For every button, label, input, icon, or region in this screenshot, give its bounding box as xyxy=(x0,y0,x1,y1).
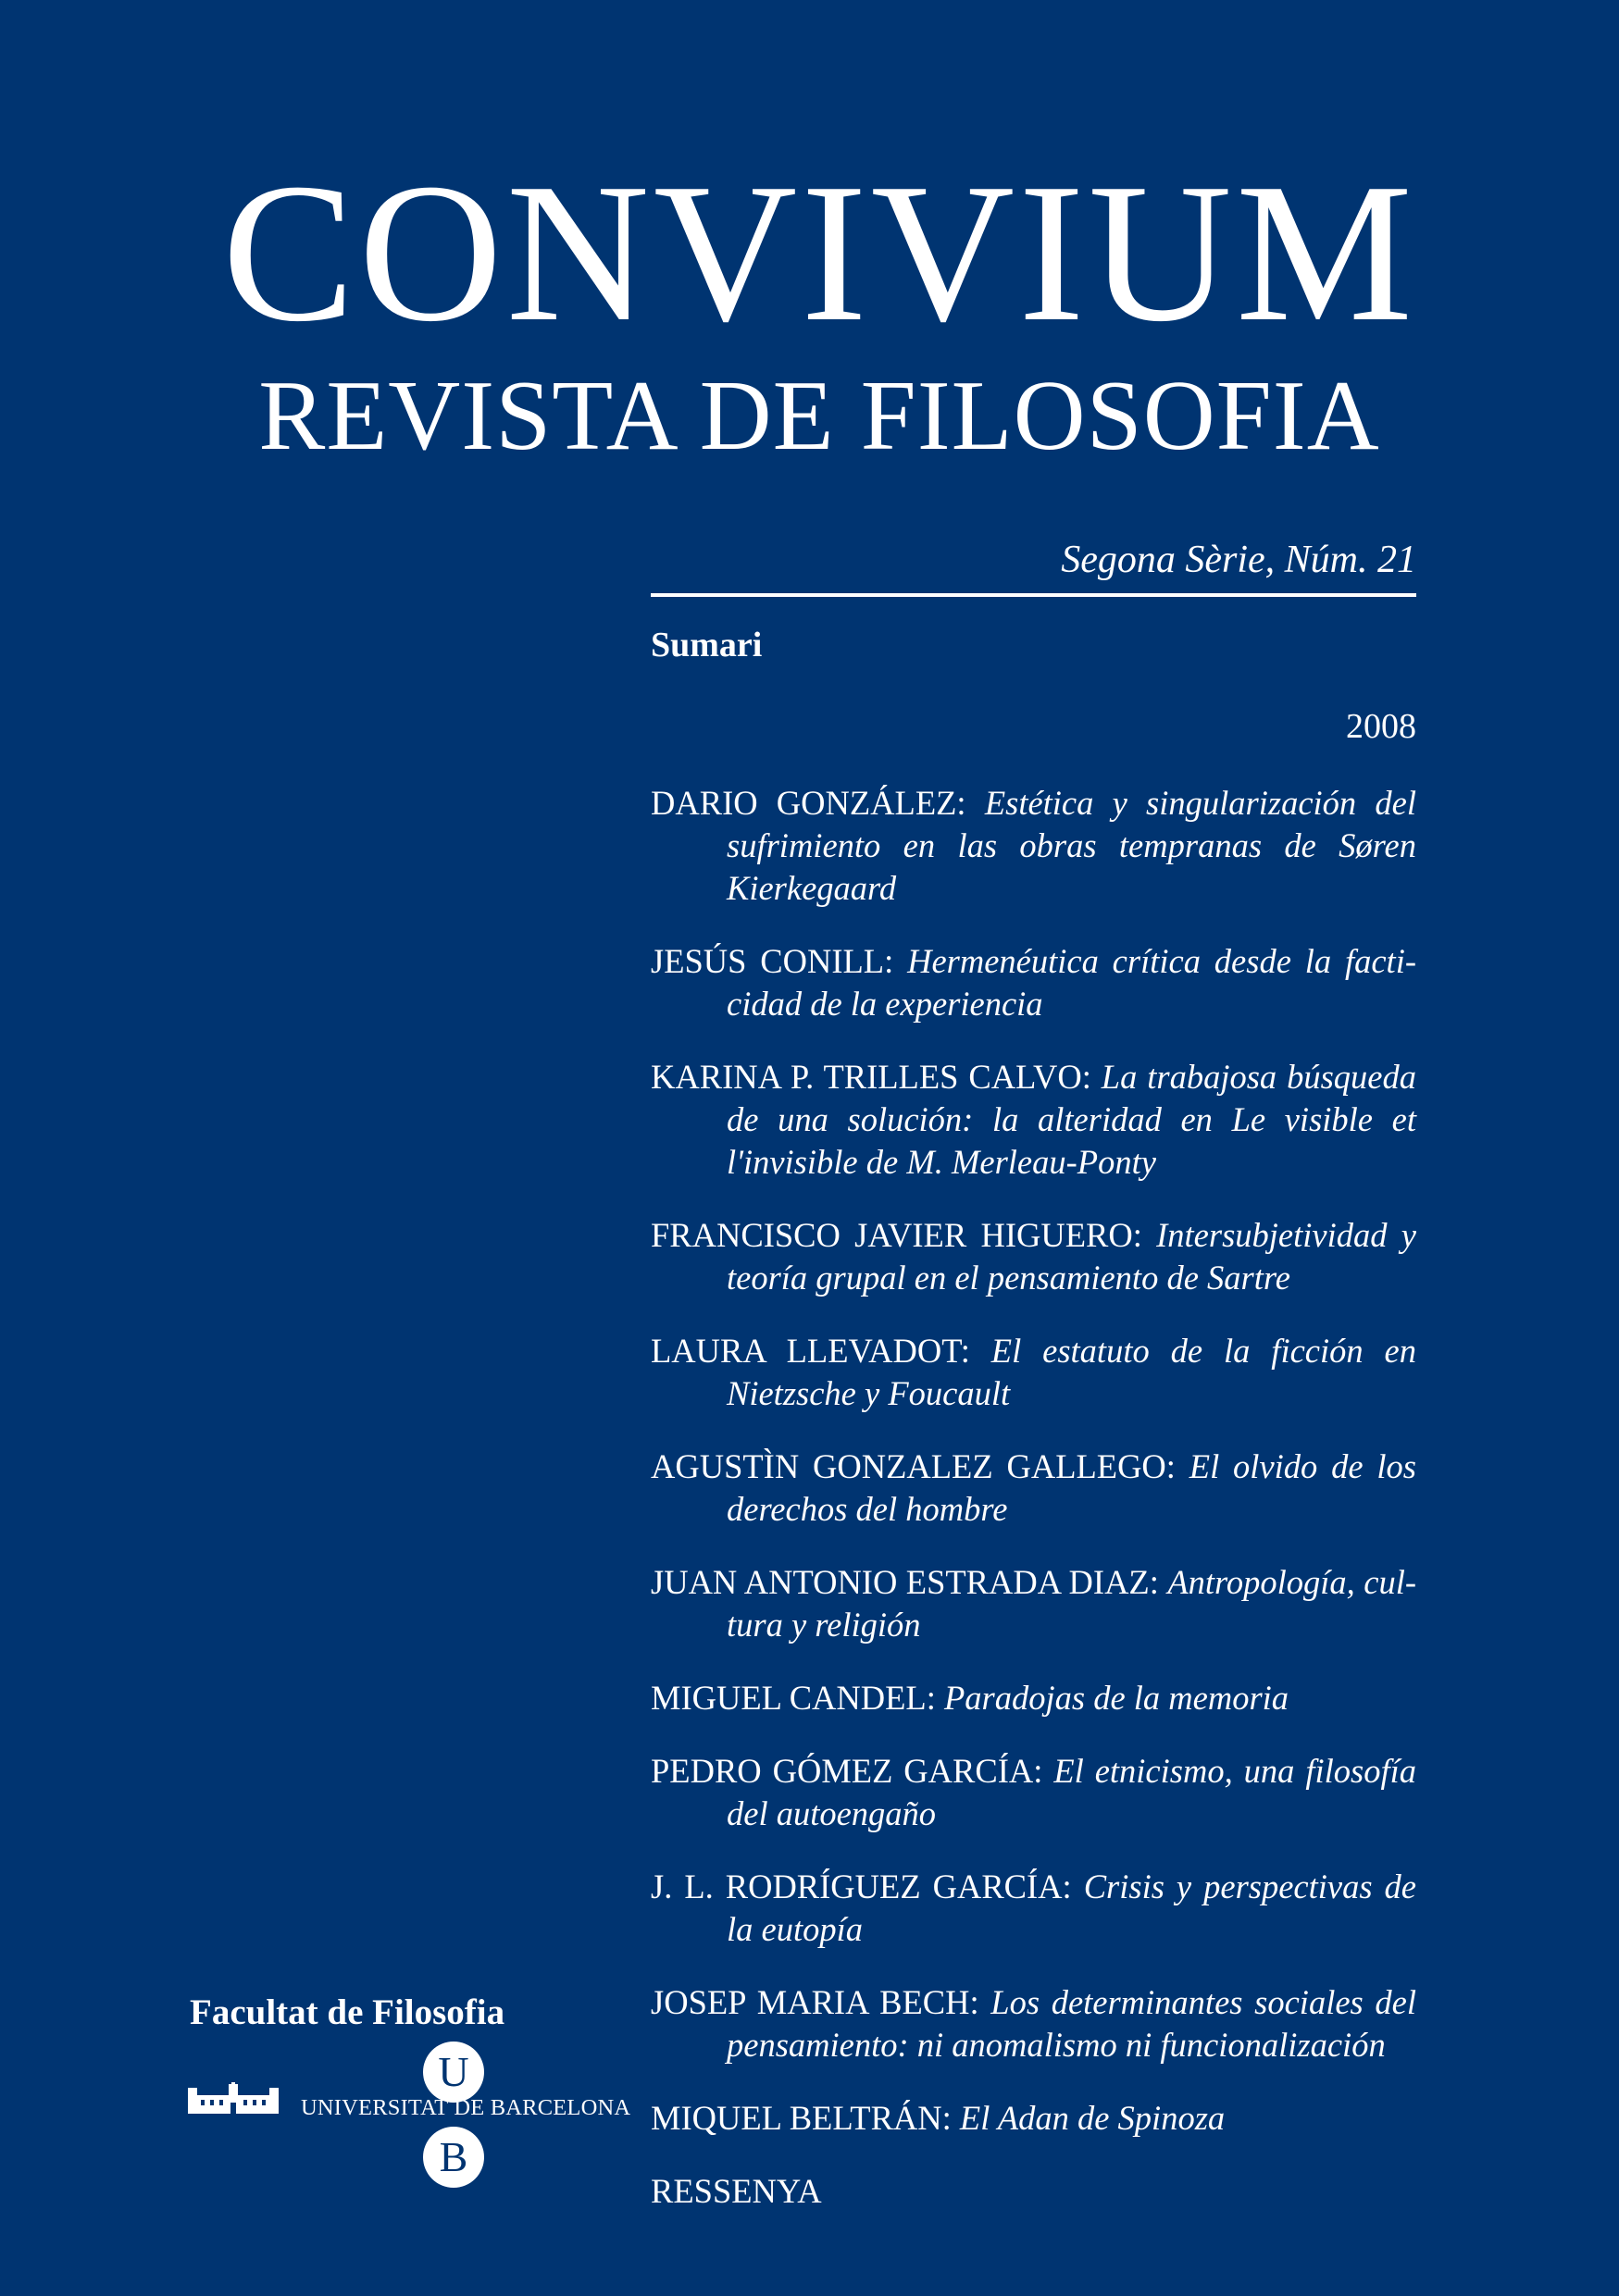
university-seal-u: U xyxy=(423,2042,484,2103)
toc-title: Los determinantes sociales del pensamiento: ni anomalismo ni funcionalización xyxy=(727,1983,1417,2064)
toc-entry xyxy=(651,940,1416,1025)
toc-entry xyxy=(651,1330,1416,1415)
toc-entry xyxy=(651,1677,1416,1719)
toc-title: Paradojas de la memoria xyxy=(943,1679,1289,1717)
toc-author: RESSENYA xyxy=(651,2172,822,2210)
toc-title: Intersubjetividad y teoría grupal en el pensamiento de Sartre xyxy=(727,1216,1416,1297)
toc-author: J. L. RODRÍGUEZ GARCÍA: xyxy=(651,1868,1072,1905)
toc-entry xyxy=(651,1214,1416,1299)
toc-author: MIGUEL CANDEL: xyxy=(651,1679,936,1717)
toc-entry xyxy=(651,2170,1416,2213)
toc-title: Hermenéutica crítica desde la facticidad de la experiencia xyxy=(727,942,1416,1023)
toc-author: JUAN ANTONIO ESTRADA DIAZ: xyxy=(651,1563,1159,1601)
divider-rule xyxy=(651,593,1416,597)
toc-entry xyxy=(651,1750,1416,1835)
issue-year: 2008 xyxy=(1346,707,1416,746)
toc-entry xyxy=(651,1056,1416,1184)
university-building-icon xyxy=(188,2082,279,2114)
toc-author: AGUSTÌN GONZALEZ GALLEGO: xyxy=(651,1447,1176,1485)
toc-entry xyxy=(651,1561,1416,1646)
toc-author: MIQUEL BELTRÁN: xyxy=(651,2099,952,2137)
toc-title: El estatuto de la ficción en Nietzsche y Foucault xyxy=(727,1332,1416,1412)
toc-title: Antropología, cultura y religión xyxy=(727,1563,1417,1644)
toc-author: FRANCISCO JAVIER HIGUERO: xyxy=(651,1216,1142,1254)
journal-subtitle: REVISTA DE FILOSOFIA xyxy=(258,361,1380,471)
toc-entry xyxy=(651,1866,1416,1951)
toc-author: JESÚS CONILL: xyxy=(651,942,894,980)
toc-title: El olvido de los derechos del hombre xyxy=(727,1447,1416,1528)
toc-title: Estética y singularización del sufrimiento en las obras tempranas de Søren Kierkegaard xyxy=(727,784,1416,907)
table-of-contents xyxy=(651,782,1416,2243)
toc-author: DARIO GONZÁLEZ: xyxy=(651,784,966,822)
toc-title: El etnicismo, una filosofía del autoengaño xyxy=(727,1752,1417,1832)
toc-author: KARINA P. TRILLES CALVO: xyxy=(651,1058,1091,1096)
toc-entry xyxy=(651,782,1416,910)
toc-entry xyxy=(651,2097,1416,2140)
toc-author: JOSEP MARIA BECH: xyxy=(651,1983,979,2021)
toc-title: Crisis y perspectivas de la eutopía xyxy=(727,1868,1417,1948)
toc-title: El Adan de Spinoza xyxy=(959,2099,1226,2137)
university-seal-b: B xyxy=(423,2127,484,2188)
toc-author: LAURA LLEVADOT: xyxy=(651,1332,970,1370)
summary-heading: Sumari xyxy=(651,626,763,664)
toc-entry xyxy=(651,1446,1416,1531)
journal-title: CONVIVIUM xyxy=(222,142,1417,363)
toc-author: PEDRO GÓMEZ GARCÍA: xyxy=(651,1752,1043,1790)
toc-entry xyxy=(651,1981,1416,2066)
toc-title: La trabajosa búsqueda de una solución: la alteridad en Le visible et l'invisible de M. Merleau-Ponty xyxy=(727,1058,1416,1181)
issue-series: Segona Sèrie, Núm. 21 xyxy=(1061,539,1416,581)
faculty-name: Facultat de Filosofia xyxy=(190,1992,505,2032)
university-name: UNIVERSITAT DE BARCELONA xyxy=(301,2095,631,2120)
